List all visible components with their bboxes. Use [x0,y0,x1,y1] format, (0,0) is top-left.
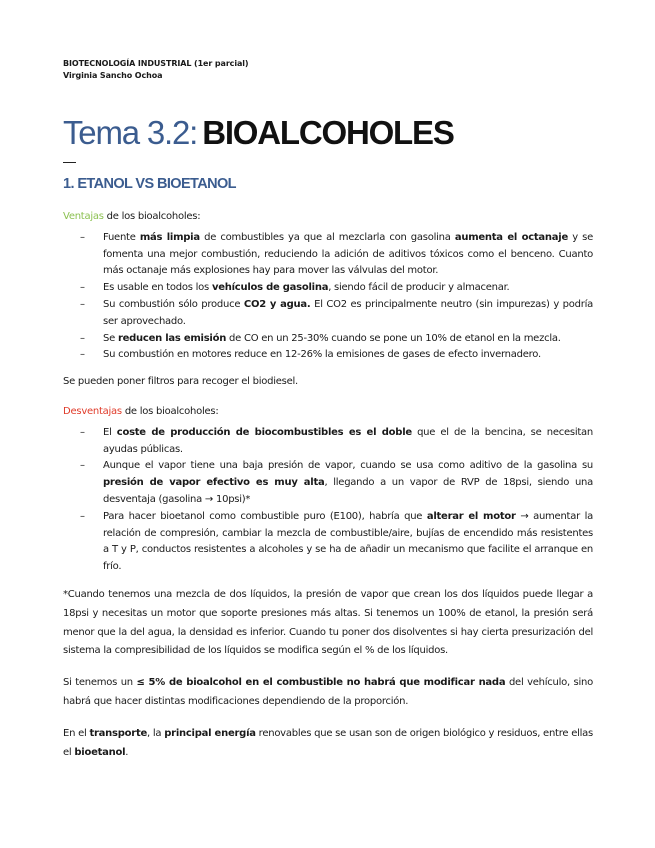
page-title [63,112,593,154]
disadvantages-intro-text: de los bioalcoholes: [121,405,219,417]
list-item [63,297,593,331]
text-run: de combustibles ya que al mezclarla con gasolina [199,231,455,243]
text-run: renovables que se usan son de origen biológico y residuos, entre ellas el [63,727,593,758]
dash-bullet: – [80,349,85,361]
list-item [63,280,593,297]
bold-text: principal energía [164,727,256,739]
blend-note [63,674,593,712]
text-run: y se fomenta una mejor combustión, reduciendo la adición de aditivos tóxicos como el benceno. Cuanto más octanaje más explosiones hay para mover las válvulas del motor. [103,231,594,277]
title-main: BIOALCOHOLES [202,114,454,151]
dash-bullet: – [80,510,85,522]
document-page [63,58,593,762]
text-run: de CO en un 25-30% cuando se pone un 10% de etanol en la mezcla. [226,332,561,344]
advantages-list [63,230,593,364]
document-header [63,58,593,82]
disadvantages-intro [63,404,593,421]
text-run: Aunque el vapor tiene una baja presión de vapor, cuando se usa como aditivo de la gasolina su [103,460,593,472]
bold-text: más limpia [139,231,200,243]
dash-bullet: – [80,282,85,294]
bold-text: reducen las emisión [117,332,227,344]
text-run: Es usable en todos los [103,282,212,294]
bold-text: coste de producción de biocombustibles es el doble [116,426,412,438]
dash-bullet: – [80,460,85,472]
title-divider [63,162,76,163]
title-prefix: Tema 3.2: [63,114,198,151]
dash-bullet: – [80,298,85,310]
course-title: BIOTECNOLOGÍA INDUSTRIAL (1er parcial) [63,59,249,68]
dash-bullet: – [80,231,85,243]
text-run: , siendo fácil de producir y almacenar. [328,282,510,294]
list-item [63,230,593,280]
bold-text: presión de vapor efectivo es muy alta [103,477,325,489]
text-run: , la [147,727,165,739]
transport-note [63,725,593,763]
text-run: Se [103,332,118,344]
bold-text: alterar el motor [426,510,516,522]
text-run: → aumentar la relación de compresión, cambiar la mezcla de combustible/aire, bujías de encendido más resistentes a T y P, conductos resistentes a alcoholes y se ha de añadir un mecanismo que facilite el arranque en frío. [103,510,593,573]
bold-text: vehículos de gasolina [211,282,329,294]
text-run: Si tenemos un [63,677,137,689]
text-run: . [125,746,129,758]
advantages-intro [63,209,593,226]
advantages-label: Ventajas [63,211,104,222]
text-run: , llegando a un vapor de RVP de 18psi, siendo una desventaja (gasolina → 10psi)* [103,477,593,505]
footnote: *Cuando tenemos una mezcla de dos líquidos, la presión de vapor que crean los dos líquidos puede llegar a 18psi y necesitas un motor que soporte presiones más altas. Si tenemos un 100% de etanol, la presión será menor que la del agua, la densidad es inferior. Cuando tu poner dos disolventes si hay cierta presurización del sistema la compresibilidad de los líquidos se modifica según el % de los líquidos. [63,588,593,657]
disadvantages-list [63,425,593,576]
disadvantages-label: Desventajas [63,405,122,417]
bold-text: transporte [89,727,148,739]
section-heading: 1. ETANOL VS BIOETANOL [63,176,236,192]
text-run: En el [63,727,90,739]
bold-text: CO2 y agua. [243,298,311,310]
bold-text: ≤ 5% de bioalcohol en el combustible no habrá que modificar nada [136,677,506,689]
text-run: Fuente [103,231,140,243]
list-item [63,458,593,508]
dash-bullet: – [80,426,85,438]
text-run: El CO2 es principalmente neutro (sin impurezas) y podría ser aprovechado. [103,298,593,327]
advantages-intro-text: de los bioalcoholes: [103,211,201,222]
bold-text: aumenta el octanaje [454,231,568,243]
text-run: que el de la bencina, se necesitan ayudas públicas. [103,426,593,455]
text-run: Para hacer bioetanol como combustible puro (E100), habría que [103,510,427,522]
dash-bullet: – [80,332,85,344]
list-item [63,509,593,576]
bold-text: bioetanol [74,746,126,758]
text-run: Su combustión en motores reduce en 12-26% la emisiones de gases de efecto invernadero. [103,349,541,361]
list-item [63,347,593,364]
filters-note: Se pueden poner filtros para recoger el biodiesel. [63,376,298,388]
text-run: del vehículo, sino habrá que hacer distintas modificaciones dependiendo de la proporción. [63,677,593,707]
text-run: Su combustión sólo produce [103,298,244,310]
list-item [63,331,593,348]
list-item [63,425,593,459]
author-name: Virginia Sancho Ochoa [63,71,163,80]
text-run: El [103,426,117,438]
